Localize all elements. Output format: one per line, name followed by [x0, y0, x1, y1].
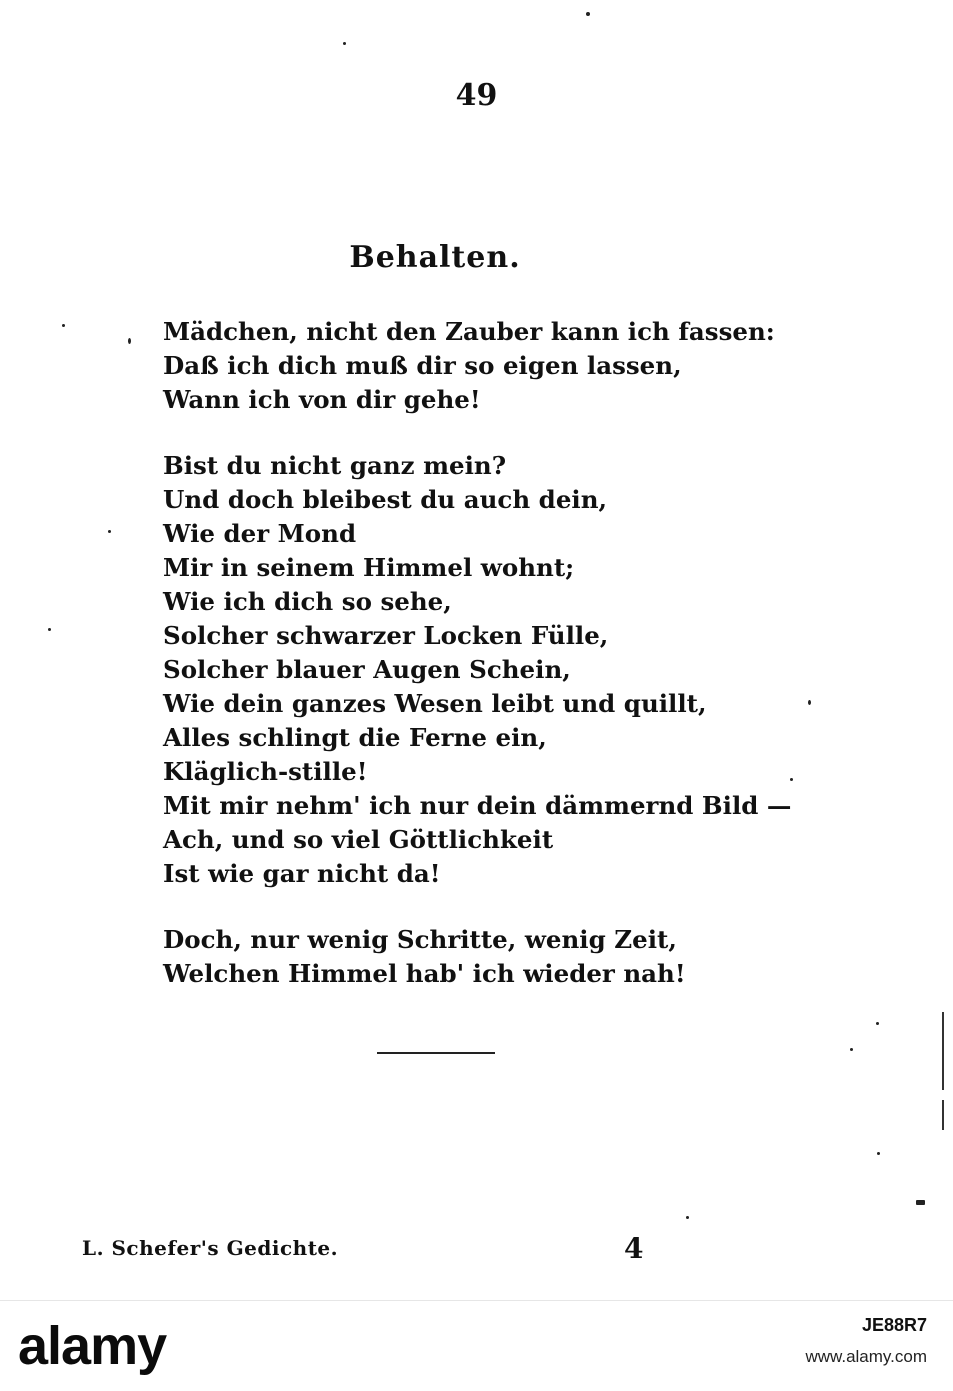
- poem-line: Mir in seinem Himmel wohnt;: [163, 553, 575, 582]
- poem-body: [163, 315, 791, 1023]
- poem-line: Wie ich dich so sehe,: [163, 587, 452, 616]
- scan-speck: [850, 1048, 853, 1051]
- scan-speck: [876, 1022, 879, 1025]
- stock-watermark-bar: [0, 1300, 953, 1391]
- scan-speck: [808, 700, 811, 705]
- scan-speck: [877, 1152, 880, 1155]
- poem-line: Kläglich-stille!: [163, 757, 368, 786]
- poem-title: Behalten.: [349, 240, 521, 275]
- footer-sheet-number: 4: [624, 1232, 644, 1265]
- page-number: 49: [455, 78, 498, 113]
- poem-line: Wann ich von dir gehe!: [163, 385, 481, 414]
- poem-line: Ist wie gar nicht da!: [163, 859, 441, 888]
- scan-edge-line: [942, 1012, 944, 1090]
- scan-speck: [686, 1216, 689, 1219]
- stanza: [163, 923, 791, 991]
- watermark-logo: alamy: [18, 1316, 167, 1376]
- poem-line: Doch, nur wenig Schritte, wenig Zeit,: [163, 925, 677, 954]
- poem-line: Bist du nicht ganz mein?: [163, 451, 507, 480]
- watermark-url: www.alamy.com: [805, 1347, 927, 1366]
- footer-signature: L. Schefer's Gedichte.: [82, 1236, 339, 1260]
- poem-line: Ach, und so viel Göttlichkeit: [163, 825, 554, 854]
- scan-speck: [108, 530, 111, 533]
- poem-line: Alles schlingt die Ferne ein,: [163, 723, 547, 752]
- stanza: [163, 449, 791, 891]
- stanza: [163, 315, 791, 417]
- poem-line: Wie dein ganzes Wesen leibt und quillt,: [163, 689, 707, 718]
- scan-speck: [916, 1200, 925, 1205]
- scan-speck: [790, 778, 793, 781]
- poem-line: Welchen Himmel hab' ich wieder nah!: [163, 959, 686, 988]
- scan-speck: [62, 324, 65, 327]
- section-divider: [377, 1052, 495, 1054]
- poem-line: Daß ich dich muß dir so eigen lassen,: [163, 351, 682, 380]
- poem-line: Und doch bleibest du auch dein,: [163, 485, 608, 514]
- poem-line: Wie der Mond: [163, 519, 357, 548]
- watermark-image-id: JE88R7: [861, 1315, 927, 1335]
- poem-line: Mit mir nehm' ich nur dein dämmernd Bild —: [163, 791, 792, 820]
- poem-line: Mädchen, nicht den Zauber kann ich fassen:: [163, 317, 775, 346]
- scan-speck: [48, 628, 51, 631]
- scan-speck: [128, 338, 131, 344]
- poem-line: Solcher blauer Augen Schein,: [163, 655, 571, 684]
- scan-edge-line: [942, 1100, 944, 1130]
- scan-speck: [586, 12, 590, 16]
- poem-line: Solcher schwarzer Locken Fülle,: [163, 621, 609, 650]
- scan-speck: [343, 42, 346, 45]
